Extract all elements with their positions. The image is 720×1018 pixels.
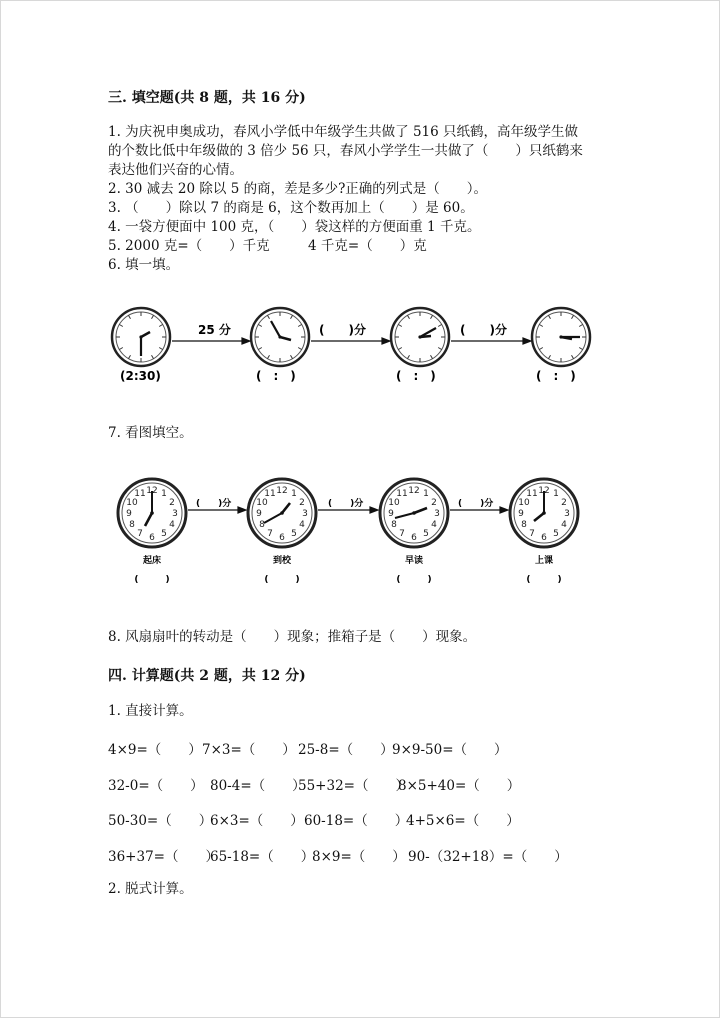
interval-label: 25 分 xyxy=(198,323,231,337)
clock-caption: 到校 xyxy=(272,556,292,566)
calc-item: 25-8=（ ） xyxy=(298,742,394,758)
calc-question-1: 1. 直接计算。 xyxy=(108,703,193,719)
question-7: 7. 看图填空。 xyxy=(108,425,193,441)
section-heading-calculation: 四. 计算题(共 2 题，共 12 分) xyxy=(108,668,306,684)
time-label: (2:30) xyxy=(120,369,161,383)
calc-item: 65-18=（ ） xyxy=(210,849,315,865)
question-2: 2. 30 减去 20 除以 5 的商，差是多少?正确的列式是（ ）。 xyxy=(108,181,488,197)
interval-label: ( )分 xyxy=(196,499,232,509)
calc-item: 9×9-50=（ ） xyxy=(392,742,508,758)
time-blank: ( : ) xyxy=(396,369,436,383)
clock-icon xyxy=(118,479,186,547)
calc-item: 36+37=（ ） xyxy=(108,849,219,865)
time-blank: ( ) xyxy=(134,575,170,585)
question-1-line-2: 的个数比低中年级做的 3 倍少 56 只，春风小学学生一共做了（ ）只纸鹤来 xyxy=(108,143,583,159)
question-5-part-a: 5. 2000 克=（ ）千克 xyxy=(108,238,270,254)
clock-sequence-figure-1 xyxy=(100,300,620,390)
section-heading-fill-blank: 三. 填空题(共 8 题，共 16 分) xyxy=(108,90,306,106)
calc-item: 32-0=（ ） xyxy=(108,778,204,794)
calc-question-2: 2. 脱式计算。 xyxy=(108,881,193,897)
clock-icon xyxy=(532,308,590,366)
clock-icon xyxy=(112,308,170,366)
time-blank: ( ) xyxy=(396,575,432,585)
question-4: 4. 一袋方便面中 100 克，（ ）袋这样的方便面重 1 千克。 xyxy=(108,219,481,235)
calc-item: 55+32=（ ） xyxy=(298,778,409,794)
clock-sequence-figure-2: 12 12 345 678 91011 ( )分 ( )分 ( )分 起床 到校 早读 上课 ( ) ( ) ( ) ( ) xyxy=(108,470,588,590)
calc-item: 60-18=（ ） xyxy=(304,813,409,829)
clock-caption: 上课 xyxy=(534,556,554,566)
interval-label: ( )分 xyxy=(328,499,364,509)
question-6: 6. 填一填。 xyxy=(108,257,180,273)
calc-item: 90-（32+18）=（ ） xyxy=(408,849,568,865)
clock-caption: 早读 xyxy=(404,556,424,566)
clock-icon xyxy=(251,308,309,366)
interval-label: ( )分 xyxy=(319,323,366,337)
time-blank: ( : ) xyxy=(536,369,576,383)
question-5-part-b: 4 千克=（ ）克 xyxy=(308,238,427,254)
interval-label: ( )分 xyxy=(458,499,494,509)
clock-icon xyxy=(248,479,316,547)
calc-item: 8×9=（ ） xyxy=(312,849,406,865)
clock-icon xyxy=(380,479,448,547)
clock-icon xyxy=(510,479,578,547)
clock-caption: 起床 xyxy=(142,556,162,566)
question-1-line-3: 表达他们兴奋的心情。 xyxy=(108,162,243,178)
question-3: 3. （ ）除以 7 的商是 6，这个数再加上（ ）是 60。 xyxy=(108,200,474,216)
clock-icon xyxy=(391,308,449,366)
time-blank: ( ) xyxy=(264,575,300,585)
calc-item: 6×3=（ ） xyxy=(210,813,304,829)
question-8: 8. 风扇扇叶的转动是（ ）现象；推箱子是（ ）现象。 xyxy=(108,629,477,645)
question-1-line-1: 1. 为庆祝申奥成功，春风小学低中年级学生共做了 516 只纸鹤，高年级学生做 xyxy=(108,124,579,140)
calc-item: 4+5×6=（ ） xyxy=(406,813,520,829)
calc-item: 7×3=（ ） xyxy=(202,742,296,758)
time-blank: ( ) xyxy=(526,575,562,585)
calc-item: 8×5+40=（ ） xyxy=(398,778,521,794)
calc-item: 80-4=（ ） xyxy=(210,778,306,794)
time-blank: ( : ) xyxy=(256,369,296,383)
calc-item: 50-30=（ ） xyxy=(108,813,213,829)
interval-label: ( )分 xyxy=(460,323,507,337)
calc-item: 4×9=（ ） xyxy=(108,742,202,758)
